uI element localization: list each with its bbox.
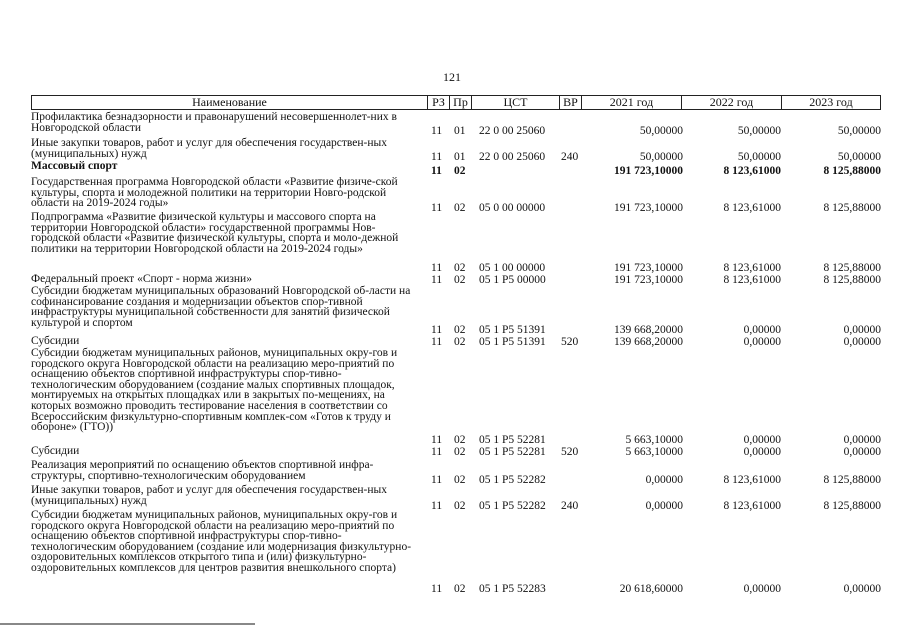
row-name: Государственная программа Новгородской области «Развитие физиче-ской культуры, спорта и молодежной политики на территории Новго-родской области на 2019-2024 годы» (31, 176, 398, 210)
row-2021: 139 668,20000 (614, 336, 683, 348)
row-rz: 11 (431, 446, 443, 458)
row-2022: 8 123,61000 (723, 474, 781, 486)
row-cst: 05 1 P5 52281 (479, 446, 546, 458)
row-vr: 240 (561, 151, 579, 163)
row-2023: 0,00000 (843, 583, 881, 595)
row-cst: 05 1 00 00000 (479, 262, 546, 274)
row-pr: 02 (454, 274, 466, 286)
row-name: Иные закупки товаров, работ и услуг для обеспечения государствен-ных (муниципальных) нужд (31, 137, 388, 160)
row-2022: 0,00000 (743, 434, 781, 446)
row-name: Федеральный проект «Спорт - норма жизни» (31, 273, 252, 285)
row-2023: 0,00000 (843, 336, 881, 348)
row-2023: 8 125,88000 (823, 165, 881, 177)
header-pr: Пр (450, 96, 472, 109)
row-pr: 02 (454, 262, 466, 274)
row-2021: 20 618,60000 (619, 583, 683, 595)
row-2023: 8 125,88000 (823, 274, 881, 286)
row-2021: 50,00000 (639, 151, 683, 163)
row-rz: 11 (431, 434, 443, 446)
row-rz: 11 (431, 165, 442, 177)
row-cst: 05 1 P5 52283 (479, 583, 546, 595)
row-pr: 02 (454, 324, 466, 336)
row-rz: 11 (431, 151, 443, 163)
row-2021: 50,00000 (639, 125, 683, 137)
row-2023: 50,00000 (837, 125, 881, 137)
row-name: Подпрограмма «Развитие физической культуры и массового спорта на территории Новгородской области» государственной программы Нов-городской области «Развитие физической культуры, спорта и моло-дежной политики на территории Новгородской области на 2019-2024 годы» (31, 211, 399, 255)
row-rz: 11 (431, 474, 443, 486)
row-name: Массовый спорт (31, 160, 118, 172)
row-2023: 50,00000 (837, 151, 881, 163)
row-2023: 0,00000 (843, 446, 881, 458)
row-pr: 02 (454, 434, 466, 446)
row-vr: 520 (561, 336, 579, 348)
row-2021: 0,00000 (645, 500, 683, 512)
row-rz: 11 (431, 202, 443, 214)
row-cst: 05 1 P5 00000 (479, 274, 546, 286)
header-cst: ЦСТ (472, 96, 560, 109)
row-2022: 0,00000 (743, 446, 781, 458)
row-cst: 05 1 P5 51391 (479, 324, 546, 336)
row-name: Субсидии бюджетам муниципальных районов, муниципальных окру-гов и городского округа Новгородской области на реализацию меро-приятий по оснащению объектов спортивной инфраструктуры спор-тивно-технологическим оборудованием (создание или модернизация физкультурно-оздоровительных комплексов открытого типа и (или) физкультурно-оздоровительных комплексов для центров развития внешкольного спорта) (31, 509, 412, 574)
row-2022: 0,00000 (743, 583, 781, 595)
row-name: Реализация мероприятий по оснащению объектов спортивной инфра-структуры, спортивно-технологическим оборудованием (31, 459, 374, 482)
row-2021: 191 723,10000 (614, 202, 683, 214)
row-rz: 11 (431, 500, 443, 512)
row-2023: 0,00000 (843, 434, 881, 446)
row-2021: 0,00000 (645, 474, 683, 486)
row-2023: 8 125,88000 (823, 262, 881, 274)
row-rz: 11 (431, 583, 443, 595)
row-rz: 11 (431, 324, 443, 336)
row-cst: 22 0 00 25060 (479, 151, 546, 163)
row-2022: 50,00000 (737, 151, 781, 163)
row-2023: 8 125,88000 (823, 474, 881, 486)
row-2023: 8 125,88000 (823, 500, 881, 512)
row-name: Профилактика безнадзорности и правонарушений несовершеннолет-них в Новгородской области (31, 111, 397, 134)
page-number: 121 (443, 70, 461, 84)
row-pr: 02 (454, 336, 466, 348)
row-name: Субсидии (31, 445, 80, 457)
row-pr: 01 (454, 125, 466, 137)
row-pr: 02 (454, 583, 466, 595)
row-2022: 8 123,61000 (723, 500, 781, 512)
row-cst: 05 1 P5 52282 (479, 474, 546, 486)
row-cst: 05 1 P5 52282 (479, 500, 546, 512)
row-2022: 0,00000 (743, 336, 781, 348)
row-2021: 191 723,10000 (614, 274, 683, 286)
row-cst: 05 0 00 00000 (479, 202, 546, 214)
row-pr: 02 (454, 474, 466, 486)
row-pr: 02 (454, 500, 466, 512)
row-name: Субсидии бюджетам муниципальных образований Новгородской об-ласти на софинансирование создания и модернизации объектов спор-тивной инфраструктуры муниципальной собственности для занятий физической культурой и спортом (31, 285, 411, 329)
row-pr: 02 (454, 165, 466, 177)
header-2023: 2023 год (809, 95, 853, 109)
row-2021: 5 663,10000 (625, 446, 683, 458)
row-2021: 191 723,10000 (614, 262, 683, 274)
row-rz: 11 (431, 125, 443, 137)
row-pr: 02 (454, 446, 466, 458)
row-pr: 01 (454, 151, 466, 163)
row-2022: 8 123,61000 (723, 165, 781, 177)
scan-edge-line (0, 623, 255, 625)
row-vr: 240 (561, 500, 579, 512)
row-name: Иные закупки товаров, работ и услуг для обеспечения государствен-ных (муниципальных) нужд (31, 484, 388, 507)
table-header (31, 95, 881, 110)
row-cst: 05 1 P5 52281 (479, 434, 546, 446)
row-name: Субсидии бюджетам муниципальных районов, муниципальных окру-гов и городского округа Новгородской области на реализацию меро-приятий по оснащению объектов спортивной инфраструктуры спор-тивно-технологическим оборудованием (создание малых спортивных площадок, монтируемых на открытых площадках или в закрытых по-мещениях, на которых возможно проводить тестирование населения в соответствии со Всероссийским физкультурно-спортивным комплек-сом «Готов к труду и обороне» (ГТО)) (31, 347, 398, 434)
row-pr: 02 (454, 202, 466, 214)
row-2021: 139 668,20000 (614, 324, 683, 336)
row-2021: 5 663,10000 (625, 434, 683, 446)
row-2022: 8 123,61000 (723, 202, 781, 214)
row-2022: 0,00000 (743, 324, 781, 336)
row-cst: 05 1 P5 51391 (479, 336, 546, 348)
row-rz: 11 (431, 274, 443, 286)
row-2022: 8 123,61000 (723, 274, 781, 286)
header-name: Наименование (32, 96, 428, 109)
header-rz: РЗ (428, 96, 450, 109)
row-rz: 11 (431, 336, 443, 348)
row-rz: 11 (431, 262, 443, 274)
row-2022: 50,00000 (737, 125, 781, 137)
row-vr: 520 (561, 446, 579, 458)
header-vr: ВР (560, 96, 582, 109)
row-cst: 22 0 00 25060 (479, 125, 546, 137)
header-2022: 2022 год (682, 96, 782, 109)
row-2023: 8 125,88000 (823, 202, 881, 214)
row-name: Субсидии (31, 335, 80, 347)
row-2023: 0,00000 (843, 324, 881, 336)
header-2021: 2021 год (582, 96, 682, 109)
row-2022: 8 123,61000 (723, 262, 781, 274)
row-2021: 191 723,10000 (614, 165, 683, 177)
